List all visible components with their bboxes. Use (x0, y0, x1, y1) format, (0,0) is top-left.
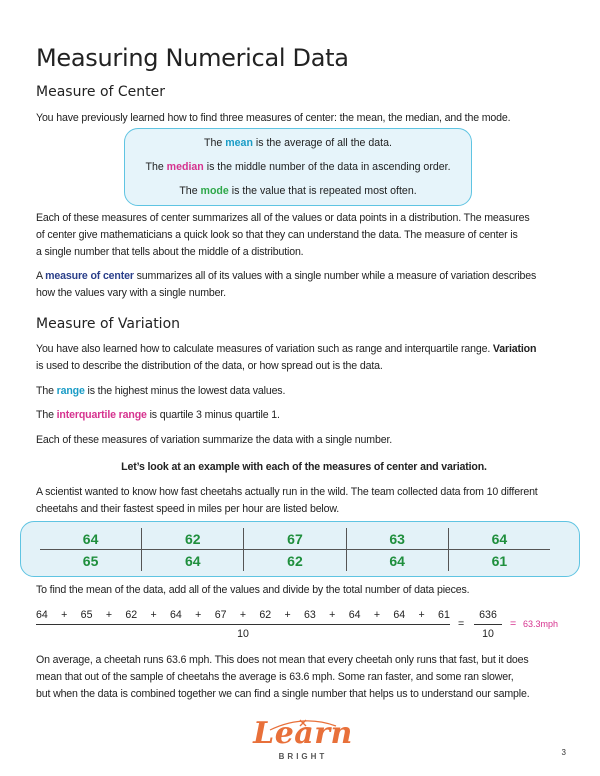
mean-instruction: To find the mean of the data, add all of the values and divide by the total number of data pieces. (36, 584, 470, 596)
table-cell: 67 (244, 528, 346, 550)
mean-result: 63.3mph (523, 619, 559, 629)
center-intro: You have previously learned how to find three measures of center: the mean, the median, and the mode. (36, 112, 511, 124)
iqr-definition: The interquartile range is quartile 3 minus quartile 1. (36, 409, 280, 421)
term-variation: Variation (492, 343, 537, 355)
center-explanation: Each of these measures of center summarizes all of the values or data points in a distribution. The measures of center give mathematicians a quick look so that they can understand the data. The measure of center is a single number that tells about the middle of a distribution. (36, 212, 530, 258)
sum-denominator: 10 (237, 628, 249, 640)
table-cell: 61 (448, 550, 550, 572)
total-count: 10 (482, 628, 494, 640)
total-sum: 636 (479, 609, 497, 621)
table-cell: 64 (448, 528, 550, 550)
variation-summary: Each of these measures of variation summarize the data with a single number. (36, 434, 393, 446)
logo-wordmark: Learn (253, 716, 353, 751)
term-interquartile-range: interquartile range (56, 409, 147, 421)
term-median: median (166, 161, 204, 173)
definitions-box (124, 128, 472, 206)
table-cell: 64 (40, 528, 142, 550)
table-row (40, 550, 550, 572)
page-number: 3 (561, 748, 566, 757)
equals-sign: = (458, 618, 465, 630)
table-row (40, 528, 550, 550)
table-cell: 63 (346, 528, 448, 550)
term-range: range (56, 385, 85, 397)
cheetah-scenario: A scientist wanted to know how fast cheetahs actually run in the wild. The team collected data from 10 different cheetahs and their fastest speed in miles per hour are listed below. (36, 486, 538, 515)
example-heading: Let’s look at an example with each of the measures of center and variation. (121, 461, 487, 473)
table-cell: 65 (82, 552, 99, 569)
definition-mean: The mean is the average of all the data. (204, 137, 392, 149)
fraction-bar (36, 624, 450, 625)
cheetah-speed-table (40, 528, 550, 571)
range-definition: The range is the highest minus the lowest data values. (36, 385, 286, 397)
table-cell: 64 (346, 550, 448, 572)
fraction-bar (474, 624, 502, 625)
equals-sign: = (510, 618, 517, 630)
sum-numerator: 64 + 65 + 62 + 64 + 67 + 62 + 63 + 64 + 64 + 61 (36, 609, 450, 621)
conclusion: On average, a cheetah runs 63.6 mph. This does not mean that every cheetah only runs that fast, but it does mean that out of the sample of cheetahs the average is 63.6 mph. Some ran faster, and some ran slower, but when the data is combined together we can find a single number that helps us to understand our sample. (36, 654, 530, 700)
definition-median: The median is the middle number of the data in ascending order. (145, 161, 451, 173)
term-measure-of-center: measure of center (45, 270, 134, 282)
table-cell: 64 (142, 550, 244, 572)
term-mode: mode (200, 185, 229, 197)
page-title: Measuring Numerical Data (36, 44, 349, 72)
definition-mode: The mode is the value that is repeated most often. (179, 185, 417, 197)
term-mean: mean (225, 137, 253, 149)
section-heading-variation: Measure of Variation (36, 316, 181, 332)
table-cell: 62 (244, 550, 346, 572)
learn-bright-logo (248, 716, 358, 766)
logo-tagline: BRIGHT (278, 752, 328, 761)
center-vs-variation: A measure of center summarizes all of its values with a single number while a measure of variation describes how the values vary with a single number. (36, 270, 537, 299)
variation-intro: You have also learned how to calculate measures of variation such as range and interquartile range. Variation is used to describe the distribution of the data, or how spread out is the data. (36, 343, 537, 372)
section-heading-center: Measure of Center (36, 84, 166, 100)
table-cell: 62 (142, 528, 244, 550)
